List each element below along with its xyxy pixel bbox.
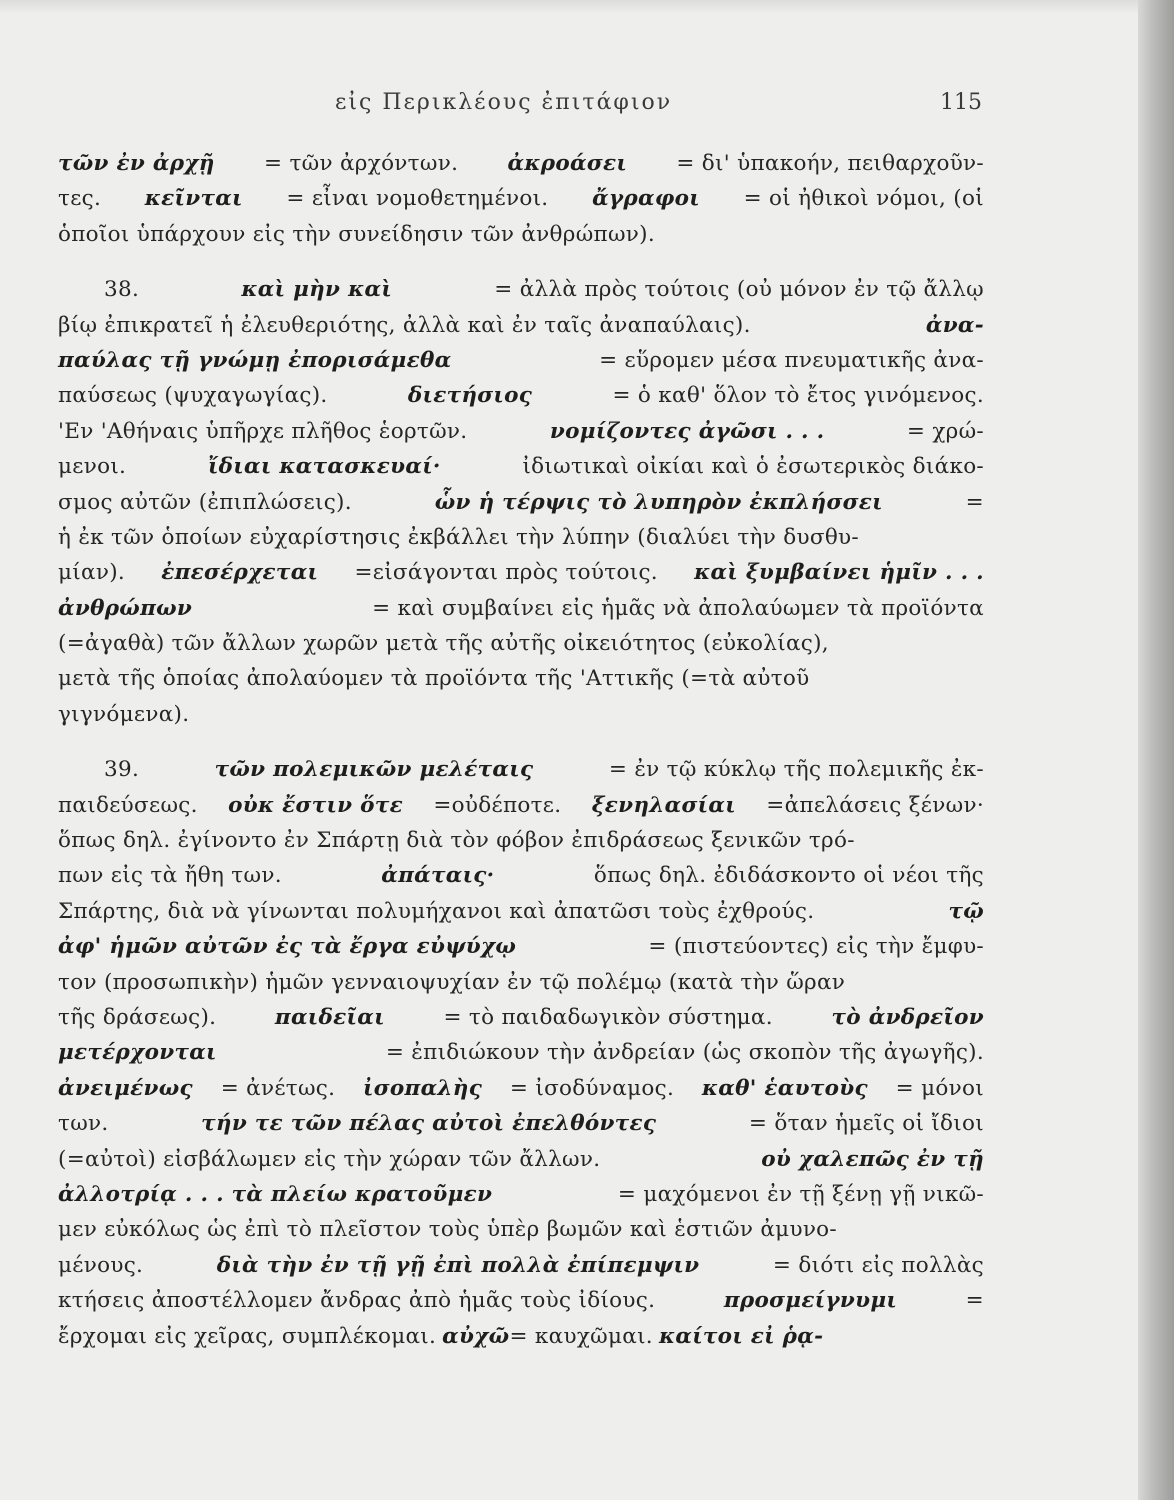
lemma: καθ' ἑαυτοὺς (701, 1075, 868, 1101)
lemma: ἰσοπαλὴς (363, 1075, 483, 1101)
paragraph-gap (58, 732, 984, 752)
text-line (58, 626, 984, 661)
text-line (58, 449, 984, 484)
text-line (58, 520, 984, 555)
text-line (58, 752, 984, 787)
text-line (58, 1212, 984, 1247)
gloss: ὅπως δηλ. ἐγίνοντο ἐν Σπάρτῃ διὰ τὸν φόβον ἐπιδράσεως ξενικῶν τρό- (58, 828, 855, 854)
lemma: ἀνθρώπων (58, 595, 193, 621)
text-line (58, 788, 984, 823)
text-line (58, 378, 984, 413)
gloss: μένους. (58, 1252, 144, 1278)
text-line (58, 1248, 984, 1283)
lemma: τὸ ἀνδρεῖον (831, 1004, 984, 1030)
lemma: αὐχῶ (442, 1323, 510, 1349)
gloss: = εἶναι νομοθετημένοι. (286, 186, 549, 212)
lemma: διὰ τὴν ἐν τῇ γῇ ἐπὶ πολλὰ ἐπίπεμψιν (216, 1252, 700, 1278)
lemma: ξενηλασίαι (591, 792, 736, 818)
text-line (58, 414, 984, 449)
lemma: καὶ μὴν καὶ (241, 277, 393, 303)
gloss: τον (προσωπικὴν) ἡμῶν γενναιοψυχίαν ἐν τῷ πολέμῳ (κατὰ τὴν ὥραν (58, 969, 846, 995)
running-title: εἰς Περικλέους ἐπιτάφιον (335, 90, 673, 115)
gloss: = ὁ καθ' ὅλον τὸ ἔτος γινόμενος. (612, 383, 984, 409)
text-line (58, 894, 984, 929)
gloss: = ὅταν ἡμεῖς οἱ ἴδιοι (748, 1111, 984, 1137)
gloss: παιδεύσεως. (58, 792, 198, 818)
gloss: = ἐπιδιώκουν τὴν ἀνδρείαν (ὡς σκοπὸν τῆς ἀγωγῆς). (385, 1040, 984, 1066)
lemma: τῷ (948, 898, 984, 924)
paragraph (58, 752, 984, 1354)
gloss: μεν εὐκόλως ὡς ἐπὶ τὸ πλεῖστον τοὺς ὑπὲρ βωμῶν καὶ ἑστιῶν ἀμυνο- (58, 1217, 837, 1243)
lemma: ἀνα- (925, 312, 984, 338)
paragraph (58, 146, 984, 252)
lemma: διετήσιος (407, 383, 533, 409)
text-line (58, 661, 984, 696)
paragraph (58, 272, 984, 732)
gloss: = ἀλλὰ πρὸς τούτοις (οὐ μόνον ἐν τῷ ἄλλῳ (494, 277, 984, 303)
lemma: ὧν ἡ τέρψις τὸ λυπηρὸν ἐκπλήσσει (434, 489, 883, 515)
text-line (58, 272, 984, 307)
text-line (58, 1142, 984, 1177)
text-line (58, 555, 984, 590)
gloss: τῆς δράσεως). (58, 1004, 217, 1030)
gloss: 38. (104, 277, 140, 303)
gloss: μενοι. (58, 454, 127, 480)
gloss: = δι' ὑπακοήν, πειθαρχοῦν- (676, 151, 984, 176)
text-line (58, 146, 984, 181)
gloss: = εὕρομεν μέσα πνευματικῆς ἀνα- (599, 347, 984, 373)
page-header (60, 90, 982, 130)
gloss: = διότι εἰς πολλὰς (772, 1252, 984, 1278)
gloss: κτήσεις ἀποστέλλομεν ἄνδρας ἀπὸ ἡμᾶς τοὺς ἰδίους. (58, 1288, 656, 1314)
text-line (58, 308, 984, 343)
gloss: σμος αὐτῶν (ἐπιπλώσεις). (58, 489, 352, 515)
gloss: των. (58, 1111, 109, 1137)
gloss: = μαχόμενοι ἐν τῇ ξένῃ γῇ νικῶ- (617, 1181, 984, 1207)
text-line (58, 1071, 984, 1106)
gloss: = μόνοι (895, 1075, 984, 1101)
gloss: γιγνόμενα). (58, 701, 190, 727)
text-line (58, 1035, 984, 1070)
gloss: = οἱ ἠθικοὶ νόμοι, (οἱ (743, 186, 984, 212)
gloss: 39. (104, 757, 140, 783)
gloss: = καυχῶμαι. (509, 1323, 653, 1349)
text-line (58, 217, 984, 252)
lemma: οὐ χαλεπῶς ἐν τῇ (761, 1146, 984, 1172)
gloss: =ἀπελάσεις ξένων· (766, 792, 984, 818)
gloss: τες. (58, 186, 102, 212)
lemma: ἀφ' ἡμῶν αὐτῶν ἐς τὰ ἔργα εὐψύχῳ (58, 934, 517, 960)
lemma: προσμείγνυμι (723, 1288, 898, 1314)
gloss: βίῳ ἐπικρατεῖ ἡ ἐλευθεριότης, ἀλλὰ καὶ ἐν ταῖς ἀναπαύλαις). (58, 312, 751, 338)
gloss: ἡ ἐκ τῶν ὁποίων εὐχαρίστησις ἐκβάλλει τὴν λύπην (διαλύει τὴν δυσθυ- (58, 524, 859, 550)
gloss: Σπάρτης, διὰ νὰ γίνωνται πολυμήχανοι καὶ ἀπατῶσι τοὺς ἐχθρούς. (58, 898, 815, 924)
gloss: =εἰσάγονται πρὸς τούτοις. (354, 560, 658, 586)
gloss: = τὸ παιδαδωγικὸν σύστημα. (443, 1004, 773, 1030)
gloss: = (965, 1288, 984, 1314)
gloss: πων εἰς τὰ ἤθη των. (58, 863, 282, 889)
lemma: ἀνειμένως (58, 1075, 193, 1101)
text-line (58, 858, 984, 893)
lemma: ἴδιαι κατασκευαί· (207, 454, 441, 480)
lemma: νομίζοντες ἀγῶσι . . . (549, 418, 825, 444)
lemma: παιδεῖαι (274, 1004, 385, 1030)
text-line (58, 1177, 984, 1212)
lemma: ἄγραφοι (592, 186, 700, 212)
gloss: = (πιστεύοντες) εἰς τὴν ἔμφυ- (648, 934, 984, 960)
gloss: ἔρχομαι εἰς χεῖρας, συμπλέκομαι. (58, 1323, 437, 1349)
text-line (58, 181, 984, 216)
page-edge-shadow (1138, 0, 1174, 1500)
lemma: παύλας τῇ γνώμῃ ἐπορισάμεθα (58, 347, 452, 373)
text-line (58, 591, 984, 626)
lemma: ἀκροάσει (507, 151, 628, 176)
text-line (58, 1106, 984, 1141)
gloss: παύσεως (ψυχαγωγίας). (58, 383, 328, 409)
text-line (58, 1319, 984, 1354)
gloss: μίαν). (58, 560, 126, 586)
gloss: =οὐδέποτε. (433, 792, 562, 818)
lemma: τῶν πολεμικῶν μελέταις (214, 757, 534, 783)
text-line (58, 965, 984, 1000)
text-line (58, 1283, 984, 1318)
gloss: ἰδιωτικαὶ οἰκίαι καὶ ὁ ἐσωτερικὸς διάκο- (522, 454, 984, 480)
text-line (58, 343, 984, 378)
text-line (58, 929, 984, 964)
lemma: οὐκ ἔστιν ὅτε (228, 792, 403, 818)
page-number: 115 (940, 90, 982, 115)
gloss: = (965, 489, 984, 515)
lemma: καίτοι εἰ ῥᾳ- (658, 1323, 824, 1349)
paragraph-gap (58, 252, 984, 272)
text-line (58, 697, 984, 732)
lemma: ἐπεσέρχεται (161, 560, 319, 586)
gloss: (=ἀγαθὰ) τῶν ἄλλων χωρῶν μετὰ τῆς αὐτῆς οἰκειότητος (εὐκολίας), (58, 631, 829, 657)
gloss: μετὰ τῆς ὁποίας ἀπολαύομεν τὰ προϊόντα τῆς 'Αττικῆς (=τὰ αὐτοῦ (58, 666, 810, 692)
lemma: κεῖνται (144, 186, 243, 212)
page-top-shadow (0, 0, 1138, 14)
gloss: = χρώ- (906, 418, 984, 444)
gloss: = καὶ συμβαίνει εἰς ἡμᾶς νὰ ἀπολαύωμεν τὰ προϊόντα (372, 595, 984, 621)
gloss: = τῶν ἀρχόντων. (264, 151, 459, 176)
gloss: 'Εν 'Αθήναις ὑπῆρχε πλῆθος ἑορτῶν. (58, 418, 468, 444)
gloss: ὁποῖοι ὑπάρχουν εἰς τὴν συνείδησιν τῶν ἀνθρώπων). (58, 221, 655, 247)
gloss: = ἐν τῷ κύκλῳ τῆς πολεμικῆς ἐκ- (608, 757, 984, 783)
gloss: = ἀνέτως. (220, 1075, 336, 1101)
gloss: (=αὐτοὶ) εἰσβάλωμεν εἰς τὴν χώραν τῶν ἄλλων. (58, 1146, 601, 1172)
gloss: = ἰσοδύναμος. (509, 1075, 675, 1101)
text-line (58, 823, 984, 858)
text-line (58, 1000, 984, 1035)
lemma: ἀλλοτρίᾳ . . . τὰ πλείω κρατοῦμεν (58, 1181, 493, 1207)
text-line (58, 485, 984, 520)
commentary-text (58, 146, 984, 1354)
lemma: τήν τε τῶν πέλας αὐτοὶ ἐπελθόντες (201, 1111, 657, 1137)
lemma: μετέρχονται (58, 1040, 217, 1066)
lemma: τῶν ἐν ἀρχῇ (58, 151, 215, 176)
lemma: ἀπάταις· (381, 863, 495, 889)
lemma: καὶ ξυμβαίνει ἡμῖν . . . (694, 560, 984, 586)
gloss: ὅπως δηλ. ἐδιδάσκοντο οἱ νέοι τῆς (593, 863, 984, 889)
